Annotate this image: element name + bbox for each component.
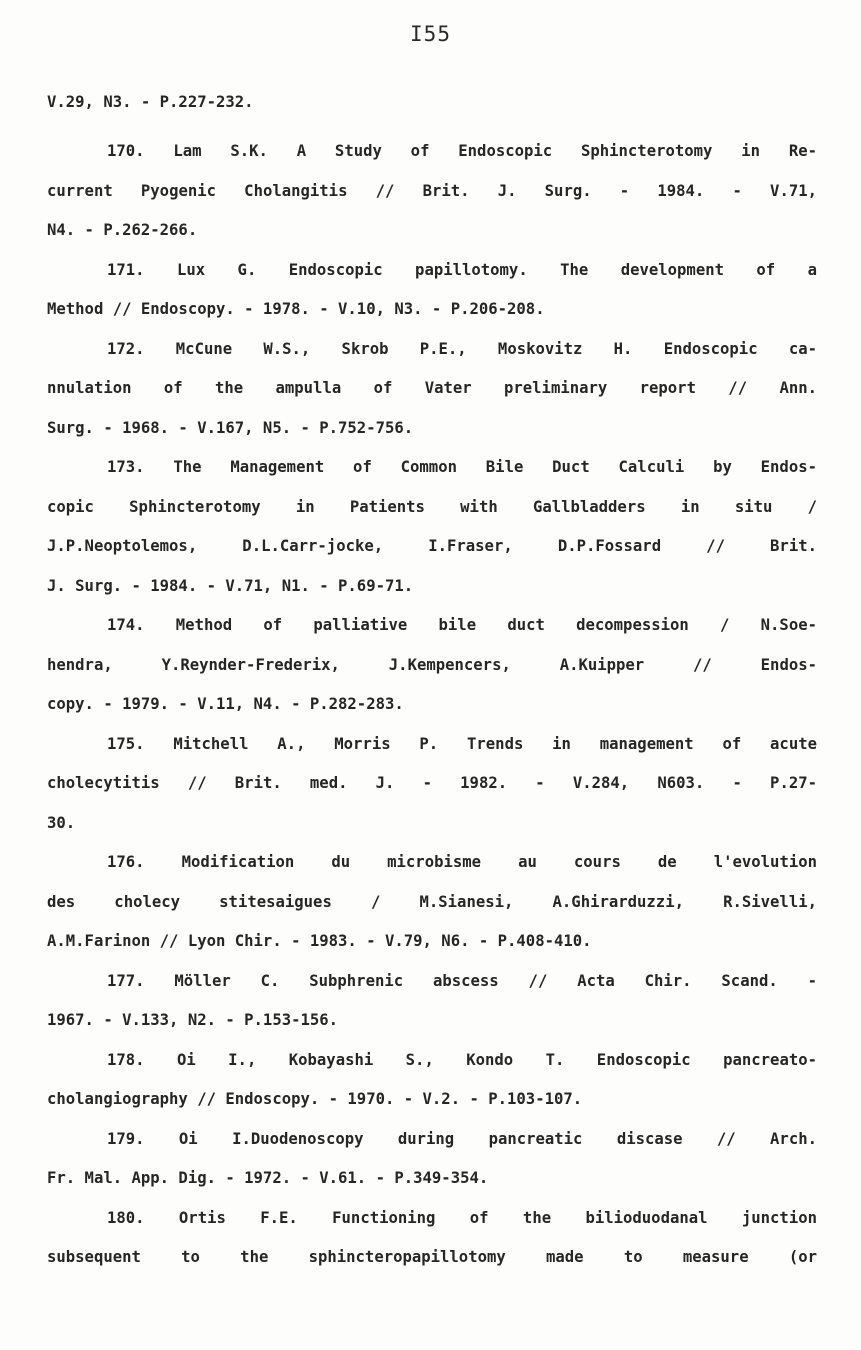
text-line: 176. Modification du microbisme au cours de l'evolution [107,853,817,871]
text-line: 171. Lux G. Endoscopic papillotomy. The development of a [107,261,817,279]
text-line: 1967. - V.133, N2. - P.153-156. [47,1011,339,1029]
text-line: 173. The Management of Common Bile Duct Calculi by Endos- [107,458,817,476]
text-line: copic Sphincterotomy in Patients with Gallbladders in situ / [47,498,817,516]
text-line: current Pyogenic Cholangitis // Brit. J. Surg. - 1984. - V.71, [47,182,817,200]
text-line: V.29, N3. - P.227-232. [47,93,254,111]
text-line: 170. Lam S.K. A Study of Endoscopic Sphincterotomy in Re- [107,142,817,160]
text-line: 178. Oi I., Kobayashi S., Kondo T. Endoscopic pancreato- [107,1051,817,1069]
text-line: 175. Mitchell A., Morris P. Trends in management of acute [107,735,817,753]
text-line: 177. Möller C. Subphrenic abscess // Acta Chir. Scand. - [107,972,817,990]
text-line: nnulation of the ampulla of Vater preliminary report // Ann. [47,379,817,397]
text-line: 180. Ortis F.E. Functioning of the bilioduodanal junction [107,1209,817,1227]
text-line: A.M.Farinon // Lyon Chir. - 1983. - V.79, N6. - P.408-410. [47,932,592,950]
text-line: 172. McCune W.S., Skrob P.E., Moskovitz H. Endoscopic ca- [107,340,817,358]
text-line: J. Surg. - 1984. - V.71, N1. - P.69-71. [47,577,414,595]
text-line: hendra, Y.Reynder-Frederix, J.Kempencers, A.Kuipper // Endos- [47,656,817,674]
text-line: cholangiography // Endoscopy. - 1970. - V.2. - P.103-107. [47,1090,583,1108]
text-line: cholecytitis // Brit. med. J. - 1982. - V.284, N603. - P.27- [47,774,817,792]
text-line: 30. [47,814,76,832]
page-number: I55 [410,22,451,46]
text-line: Surg. - 1968. - V.167, N5. - P.752-756. [47,419,414,437]
text-line: J.P.Neoptolemos, D.L.Carr-jocke, I.Fraser, D.P.Fossard // Brit. [47,537,817,555]
text-line: 174. Method of palliative bile duct decompession / N.Soe- [107,616,817,634]
text-line: Method // Endoscopy. - 1978. - V.10, N3. - P.206-208. [47,300,545,318]
text-line: subsequent to the sphincteropapillotomy made to measure (or [47,1248,817,1266]
text-line: N4. - P.262-266. [47,221,198,239]
text-line: des cholecy stitesaigues / M.Sianesi, A.Ghirarduzzi, R.Sivelli, [47,893,817,911]
text-line: copy. - 1979. - V.11, N4. - P.282-283. [47,695,404,713]
text-line: Fr. Mal. App. Dig. - 1972. - V.61. - P.349-354. [47,1169,489,1187]
text-line: 179. Oi I.Duodenoscopy during pancreatic discase // Arch. [107,1130,817,1148]
